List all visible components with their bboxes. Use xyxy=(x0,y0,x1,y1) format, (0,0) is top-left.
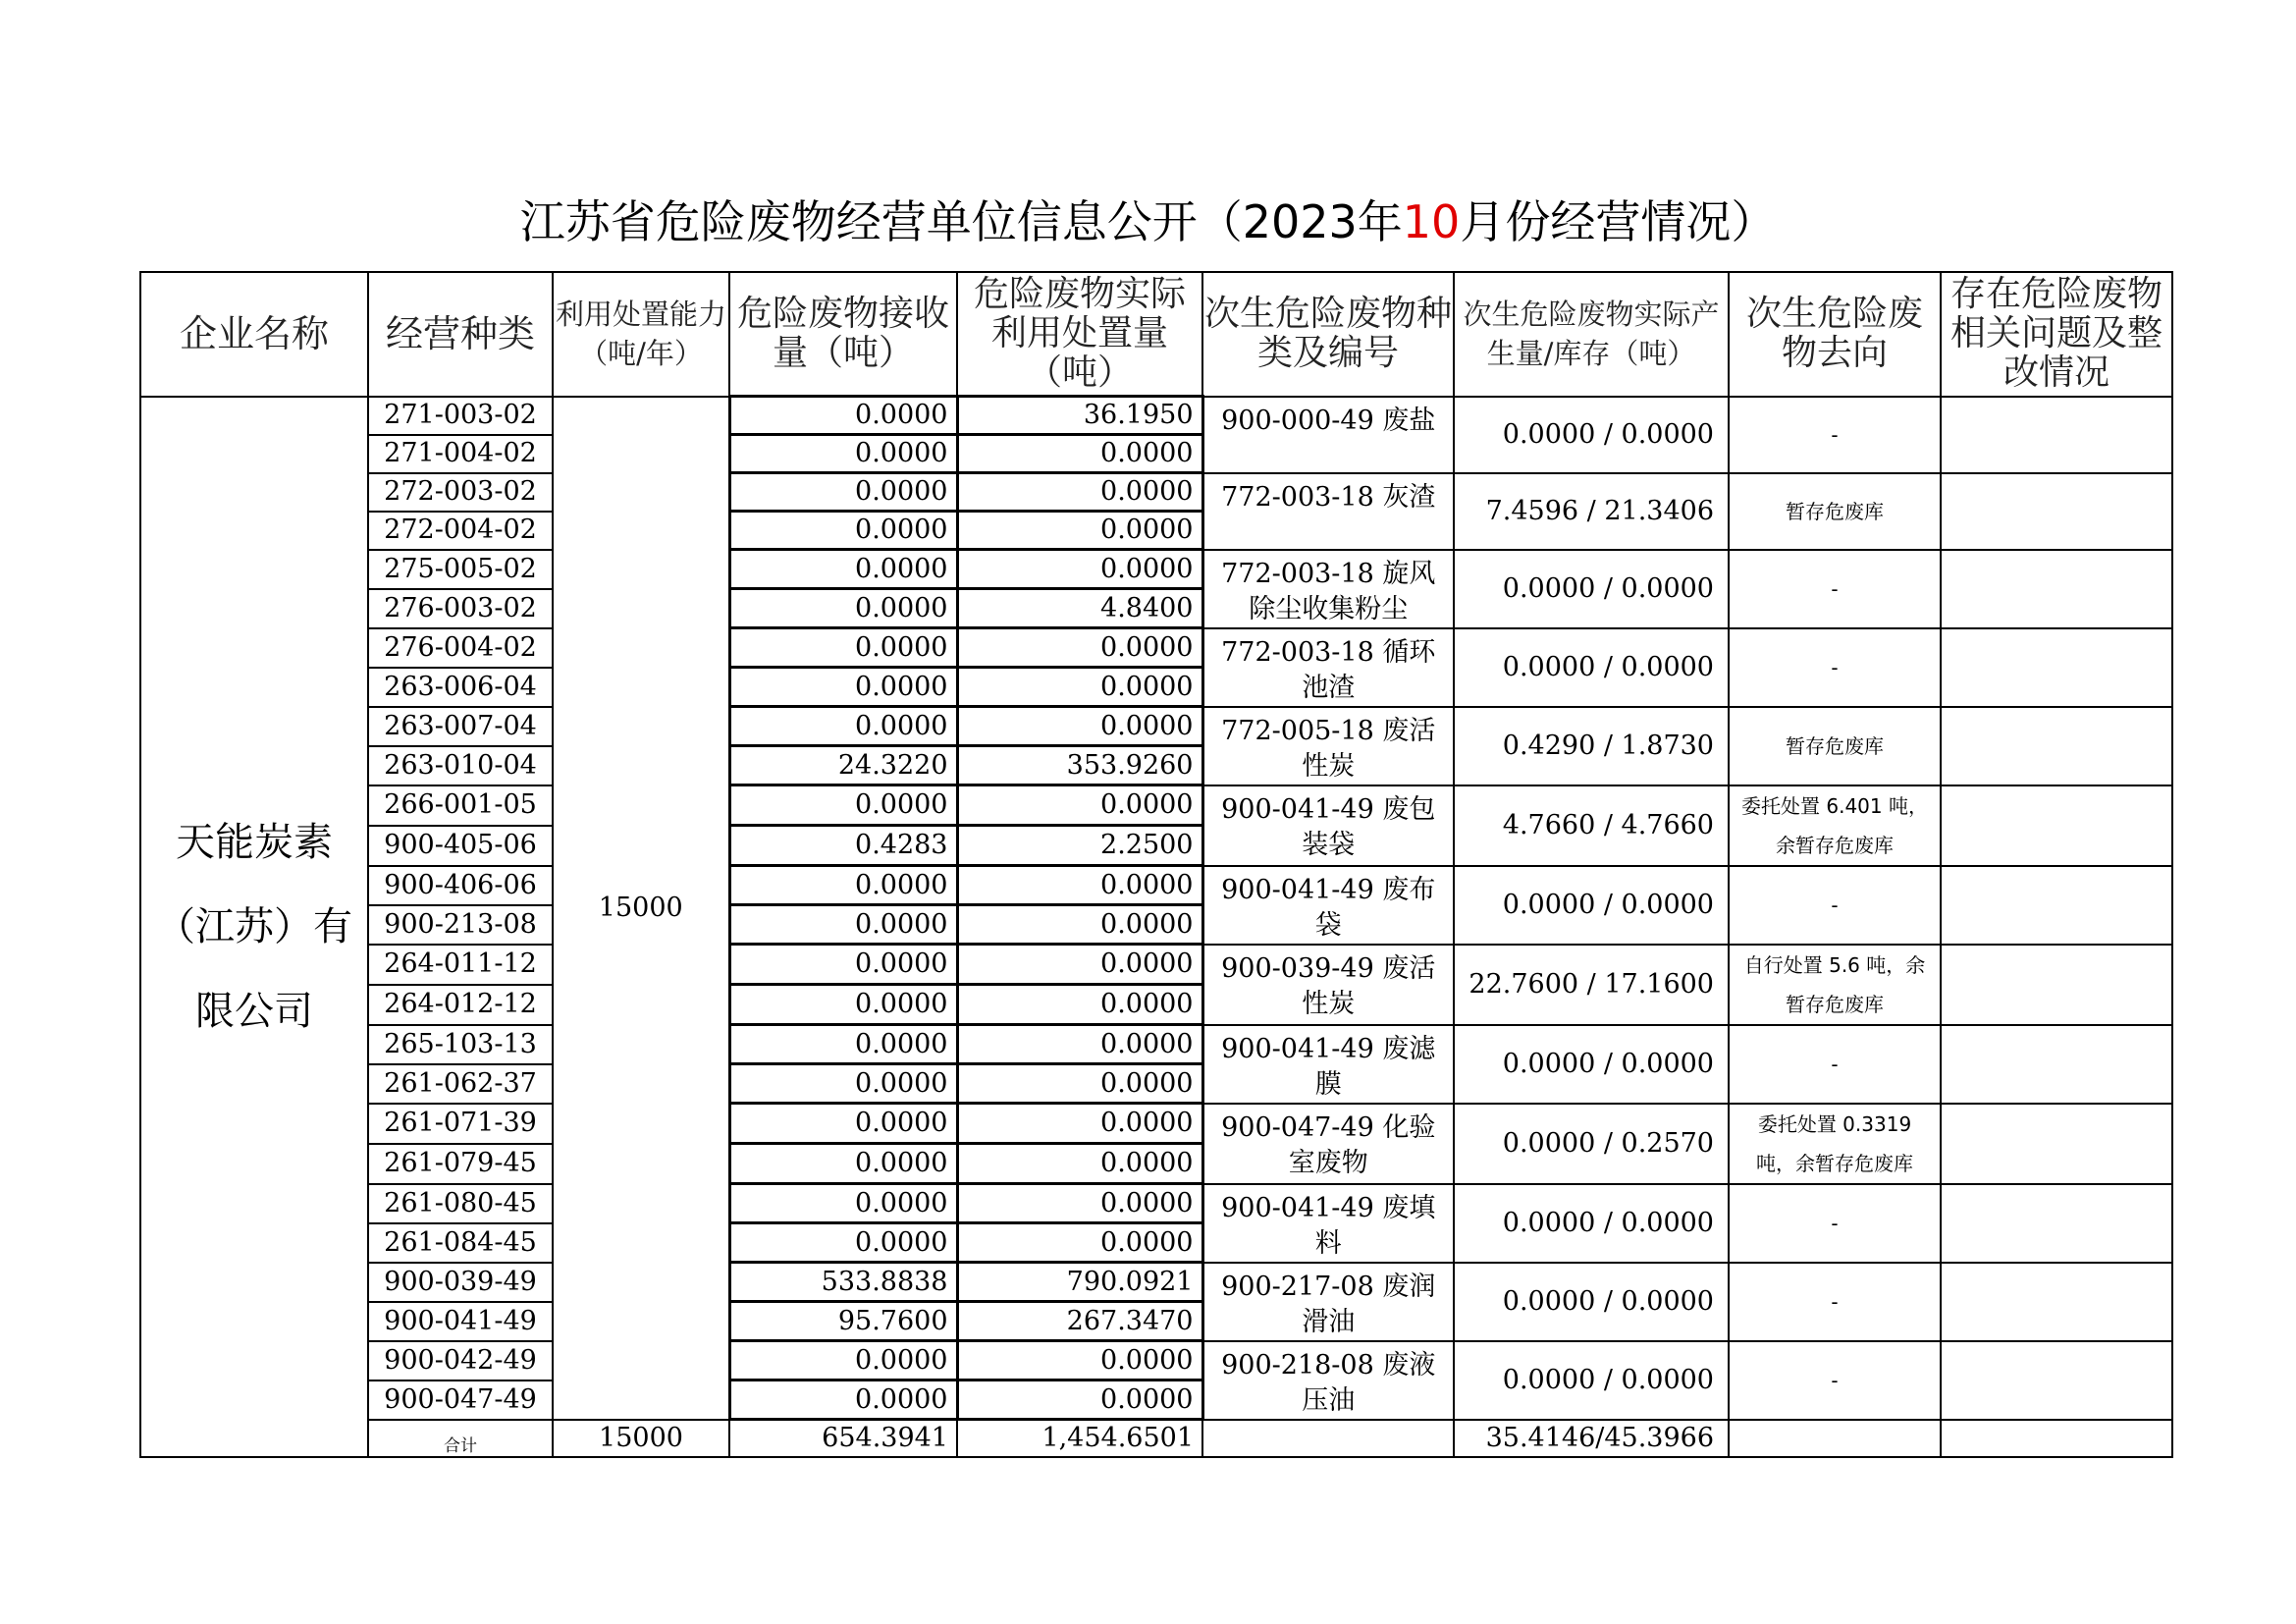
table-row xyxy=(140,1263,2172,1302)
table-row xyxy=(140,397,2172,435)
title-month: 10 xyxy=(1402,195,1461,248)
waste-code: 276-004-02 xyxy=(368,628,553,668)
issue-cell xyxy=(1941,628,2172,707)
title-suffix: 月份经营情况） xyxy=(1460,195,1777,248)
issue-cell xyxy=(1941,1025,2172,1104)
received-value: 0.4283 xyxy=(729,826,957,866)
table-row xyxy=(140,628,2172,668)
capacity-value: 15000 xyxy=(553,397,729,1420)
issue-cell xyxy=(1941,945,2172,1025)
table-row xyxy=(140,550,2172,589)
secondary-destination: 暂存危废库 xyxy=(1729,707,1941,785)
secondary-amount: 7.4596 / 21.3406 xyxy=(1454,473,1729,550)
table-row xyxy=(140,945,2172,985)
secondary-destination: - xyxy=(1729,550,1941,628)
secondary-category: 900-218-08 废液压油 xyxy=(1202,1341,1454,1420)
table-row xyxy=(140,1184,2172,1223)
disposed-value: 0.0000 xyxy=(957,785,1202,826)
disposed-value: 0.0000 xyxy=(957,1144,1202,1184)
received-value: 0.0000 xyxy=(729,473,957,512)
received-value: 0.0000 xyxy=(729,1144,957,1184)
issue-cell xyxy=(1941,550,2172,628)
secondary-amount: 0.4290 / 1.8730 xyxy=(1454,707,1729,785)
secondary-destination: - xyxy=(1729,1341,1941,1420)
secondary-destination: 委托处置 0.3319 吨，余暂存危废库 xyxy=(1729,1104,1941,1184)
waste-code: 271-004-02 xyxy=(368,435,553,473)
secondary-amount: 0.0000 / 0.0000 xyxy=(1454,550,1729,628)
waste-code: 266-001-05 xyxy=(368,785,553,826)
header-issues: 存在危险废物相关问题及整改情况 xyxy=(1941,272,2172,397)
waste-code: 261-071-39 xyxy=(368,1104,553,1144)
received-value: 0.0000 xyxy=(729,1104,957,1144)
table-row xyxy=(140,1025,2172,1064)
received-value: 533.8838 xyxy=(729,1263,957,1302)
secondary-amount: 4.7660 / 4.7660 xyxy=(1454,785,1729,866)
company-name: 天能炭素（江苏）有限公司 xyxy=(140,397,368,1458)
total-secondary-category xyxy=(1202,1420,1454,1458)
header-capacity: 利用处置能力（吨/年） xyxy=(553,272,729,397)
disposed-value: 0.0000 xyxy=(957,1104,1202,1144)
received-value: 0.0000 xyxy=(729,985,957,1025)
received-value: 0.0000 xyxy=(729,628,957,668)
received-value: 0.0000 xyxy=(729,1184,957,1223)
waste-code: 900-039-49 xyxy=(368,1263,553,1302)
waste-code: 263-007-04 xyxy=(368,707,553,746)
secondary-amount: 0.0000 / 0.0000 xyxy=(1454,397,1729,473)
table-row xyxy=(140,785,2172,826)
disposed-value: 0.0000 xyxy=(957,1341,1202,1380)
waste-code: 900-041-49 xyxy=(368,1302,553,1341)
waste-code: 264-011-12 xyxy=(368,945,553,985)
waste-code: 263-006-04 xyxy=(368,668,553,707)
title-prefix: 江苏省危险废物经营单位信息公开（2023年 xyxy=(519,195,1403,248)
secondary-destination: - xyxy=(1729,397,1941,473)
issue-cell xyxy=(1941,1341,2172,1420)
waste-code: 900-213-08 xyxy=(368,905,553,945)
disposed-value: 0.0000 xyxy=(957,905,1202,945)
waste-code: 261-079-45 xyxy=(368,1144,553,1184)
header-row xyxy=(140,272,2172,397)
secondary-category: 772-003-18 旋风除尘收集粉尘 xyxy=(1202,550,1454,628)
disposed-value: 0.0000 xyxy=(957,1223,1202,1263)
disposed-value: 0.0000 xyxy=(957,668,1202,707)
issue-cell xyxy=(1941,1184,2172,1263)
secondary-category: 900-041-49 废滤膜 xyxy=(1202,1025,1454,1104)
received-value: 24.3220 xyxy=(729,746,957,785)
secondary-amount: 0.0000 / 0.0000 xyxy=(1454,628,1729,707)
received-value: 0.0000 xyxy=(729,905,957,945)
disposed-value: 0.0000 xyxy=(957,985,1202,1025)
waste-code: 900-047-49 xyxy=(368,1380,553,1420)
disposed-value: 36.1950 xyxy=(957,397,1202,435)
waste-code: 261-080-45 xyxy=(368,1184,553,1223)
received-value: 0.0000 xyxy=(729,866,957,905)
received-value: 0.0000 xyxy=(729,397,957,435)
waste-code: 261-062-37 xyxy=(368,1064,553,1104)
total-capacity: 15000 xyxy=(553,1420,729,1458)
received-value: 0.0000 xyxy=(729,512,957,550)
received-value: 0.0000 xyxy=(729,1380,957,1420)
waste-code: 276-003-02 xyxy=(368,589,553,628)
issue-cell xyxy=(1941,707,2172,785)
secondary-category: 900-041-49 废包装袋 xyxy=(1202,785,1454,866)
issue-cell xyxy=(1941,866,2172,945)
total-secondary-amount: 35.4146/45.3966 xyxy=(1454,1420,1729,1458)
received-value: 0.0000 xyxy=(729,1025,957,1064)
disposed-value: 0.0000 xyxy=(957,512,1202,550)
disposed-value: 0.0000 xyxy=(957,1025,1202,1064)
waste-code: 272-003-02 xyxy=(368,473,553,512)
total-destination xyxy=(1729,1420,1941,1458)
disposed-value: 0.0000 xyxy=(957,435,1202,473)
page-title xyxy=(0,192,2296,251)
waste-report-table xyxy=(139,271,2173,1458)
table-row xyxy=(140,866,2172,905)
total-disposed: 1,454.6501 xyxy=(957,1420,1202,1458)
disposed-value: 790.0921 xyxy=(957,1263,1202,1302)
secondary-category: 900-041-49 废填料 xyxy=(1202,1184,1454,1263)
header-secondary-category: 次生危险废物种类及编号 xyxy=(1202,272,1454,397)
secondary-amount: 0.0000 / 0.0000 xyxy=(1454,1341,1729,1420)
issue-cell xyxy=(1941,397,2172,473)
disposed-value: 2.2500 xyxy=(957,826,1202,866)
disposed-value: 0.0000 xyxy=(957,628,1202,668)
received-value: 95.7600 xyxy=(729,1302,957,1341)
issue-cell xyxy=(1941,1263,2172,1341)
table-row xyxy=(140,707,2172,746)
secondary-category: 900-047-49 化验室废物 xyxy=(1202,1104,1454,1184)
header-company: 企业名称 xyxy=(140,272,368,397)
secondary-category: 772-003-18 循环池渣 xyxy=(1202,628,1454,707)
received-value: 0.0000 xyxy=(729,1341,957,1380)
received-value: 0.0000 xyxy=(729,550,957,589)
disposed-value: 4.8400 xyxy=(957,589,1202,628)
disposed-value: 0.0000 xyxy=(957,707,1202,746)
issue-cell xyxy=(1941,785,2172,866)
secondary-amount: 0.0000 / 0.2570 xyxy=(1454,1104,1729,1184)
secondary-destination: - xyxy=(1729,866,1941,945)
disposed-value: 0.0000 xyxy=(957,1064,1202,1104)
secondary-destination: 委托处置 6.401 吨，余暂存危废库 xyxy=(1729,785,1941,866)
total-label: 合计 xyxy=(368,1420,553,1458)
secondary-category: 900-217-08 废润滑油 xyxy=(1202,1263,1454,1341)
received-value: 0.0000 xyxy=(729,589,957,628)
disposed-value: 0.0000 xyxy=(957,1380,1202,1420)
table-row xyxy=(140,1104,2172,1144)
total-issues xyxy=(1941,1420,2172,1458)
table-row xyxy=(140,473,2172,512)
waste-code: 275-005-02 xyxy=(368,550,553,589)
header-secondary-destination: 次生危险废物去向 xyxy=(1729,272,1941,397)
waste-code: 271-003-02 xyxy=(368,397,553,435)
secondary-destination: - xyxy=(1729,628,1941,707)
total-row xyxy=(140,1420,2172,1458)
secondary-destination: - xyxy=(1729,1025,1941,1104)
secondary-amount: 0.0000 / 0.0000 xyxy=(1454,866,1729,945)
disposed-value: 0.0000 xyxy=(957,866,1202,905)
disposed-value: 353.9260 xyxy=(957,746,1202,785)
secondary-category: 900-000-49 废盐 xyxy=(1202,397,1454,473)
secondary-destination: 自行处置 5.6 吨，余暂存危废库 xyxy=(1729,945,1941,1025)
issue-cell xyxy=(1941,1104,2172,1184)
total-received: 654.3941 xyxy=(729,1420,957,1458)
secondary-category: 900-039-49 废活性炭 xyxy=(1202,945,1454,1025)
disposed-value: 267.3470 xyxy=(957,1302,1202,1341)
secondary-category: 772-003-18 灰渣 xyxy=(1202,473,1454,550)
waste-code: 900-042-49 xyxy=(368,1341,553,1380)
secondary-category: 900-041-49 废布袋 xyxy=(1202,866,1454,945)
disposed-value: 0.0000 xyxy=(957,473,1202,512)
received-value: 0.0000 xyxy=(729,945,957,985)
disposed-value: 0.0000 xyxy=(957,1184,1202,1223)
received-value: 0.0000 xyxy=(729,1064,957,1104)
waste-code: 900-406-06 xyxy=(368,866,553,905)
disposed-value: 0.0000 xyxy=(957,945,1202,985)
received-value: 0.0000 xyxy=(729,785,957,826)
waste-code: 261-084-45 xyxy=(368,1223,553,1263)
received-value: 0.0000 xyxy=(729,1223,957,1263)
received-value: 0.0000 xyxy=(729,707,957,746)
header-received: 危险废物接收量（吨） xyxy=(729,272,957,397)
waste-code: 272-004-02 xyxy=(368,512,553,550)
waste-code: 265-103-13 xyxy=(368,1025,553,1064)
header-category: 经营种类 xyxy=(368,272,553,397)
secondary-amount: 22.7600 / 17.1600 xyxy=(1454,945,1729,1025)
secondary-destination: - xyxy=(1729,1263,1941,1341)
secondary-destination: - xyxy=(1729,1184,1941,1263)
header-disposed: 危险废物实际利用处置量（吨） xyxy=(957,272,1202,397)
issue-cell xyxy=(1941,473,2172,550)
secondary-amount: 0.0000 / 0.0000 xyxy=(1454,1025,1729,1104)
secondary-destination: 暂存危废库 xyxy=(1729,473,1941,550)
received-value: 0.0000 xyxy=(729,668,957,707)
header-secondary-amount: 次生危险废物实际产生量/库存（吨） xyxy=(1454,272,1729,397)
disposed-value: 0.0000 xyxy=(957,550,1202,589)
table-row xyxy=(140,1341,2172,1380)
secondary-amount: 0.0000 / 0.0000 xyxy=(1454,1184,1729,1263)
waste-code: 900-405-06 xyxy=(368,826,553,866)
secondary-category: 772-005-18 废活性炭 xyxy=(1202,707,1454,785)
received-value: 0.0000 xyxy=(729,435,957,473)
waste-code: 264-012-12 xyxy=(368,985,553,1025)
secondary-amount: 0.0000 / 0.0000 xyxy=(1454,1263,1729,1341)
waste-code: 263-010-04 xyxy=(368,746,553,785)
